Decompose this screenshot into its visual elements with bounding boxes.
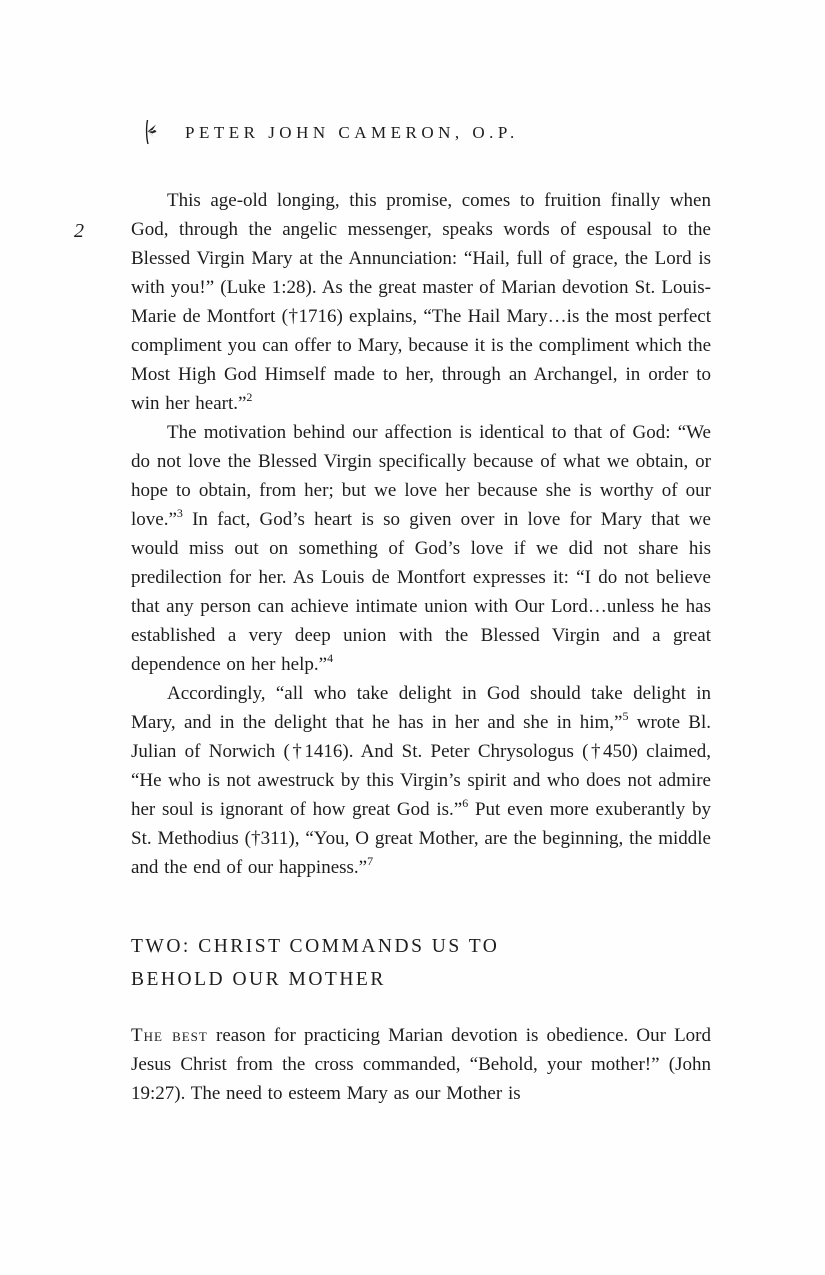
- footnote-ref: 5: [622, 708, 629, 723]
- fleuron-sprig-icon: [143, 119, 159, 145]
- text-run: In fact, God’s heart is so given over in love for Mary that we would miss out on something of God’s love if we did not share his predilection for her. As Louis de Montfort expresses it: “I do not believe that any person can achieve intimate union with Our Lord…unless he has established a very deep union with the Blessed Virgin and a great dependence on her help.”: [131, 509, 711, 675]
- paragraph: [131, 679, 711, 882]
- footnote-ref: 7: [367, 853, 374, 868]
- running-header-title: PETER JOHN CAMERON, O.P.: [185, 123, 519, 142]
- running-header: [143, 118, 519, 145]
- text-run: wrote Bl. Julian of Norwich (†1416). And St. Peter Chrysologus (†450) claimed, “He who is not awestruck by this Virgin’s spirit and who does not admire her soul is ignorant of how great God is.”: [131, 712, 711, 820]
- text-run: The motivation behind our affection is identical to that of God: “We do not love the Blessed Virgin specifically because of what we obtain, or hope to obtain, from her; but we love her because she is worthy of our love.”: [131, 422, 711, 530]
- text-run: reason for practicing Marian devotion is obedience. Our Lord Jesus Christ from the cross commanded, “Behold, your mother!” (John 19:27). The need to esteem Mary as our Mother is: [131, 1025, 712, 1104]
- page-number: 2: [74, 220, 84, 242]
- smallcaps-lead: The best: [131, 1025, 208, 1046]
- paragraph: [131, 418, 711, 679]
- page-body: [131, 186, 711, 1108]
- footnote-ref: 2: [246, 389, 253, 404]
- paragraph: [131, 1021, 711, 1108]
- footnote-ref: 6: [462, 795, 469, 810]
- text-run: This age-old longing, this promise, comes to fruition finally when God, through the angelic messenger, speaks words of espousal to the Blessed Virgin Mary at the Annunciation: “Hail, full of grace, the Lord is with you!” (Luke 1:28). As the great master of Marian devotion St. Louis-Marie de Montfort (†1716) explains, “The Hail Mary…is the most perfect compliment you can offer to Mary, because it is the compliment which the Most High God Himself made to her, through an Archangel, in order to win her heart.”: [131, 190, 711, 414]
- footnote-ref: 3: [176, 505, 183, 520]
- text-run: Accordingly, “all who take delight in God should take delight in Mary, and in the delight that he has in her and she in him,”: [131, 683, 711, 733]
- text-run: Put even more exuberantly by St. Methodius (†311), “You, O great Mother, are the beginning, the middle and the end of our happiness.”: [131, 799, 711, 878]
- footnote-ref: 4: [327, 650, 334, 665]
- section-heading: TWO: CHRIST COMMANDS US TO BEHOLD OUR MOTHER: [131, 936, 500, 990]
- paragraph: [131, 186, 711, 418]
